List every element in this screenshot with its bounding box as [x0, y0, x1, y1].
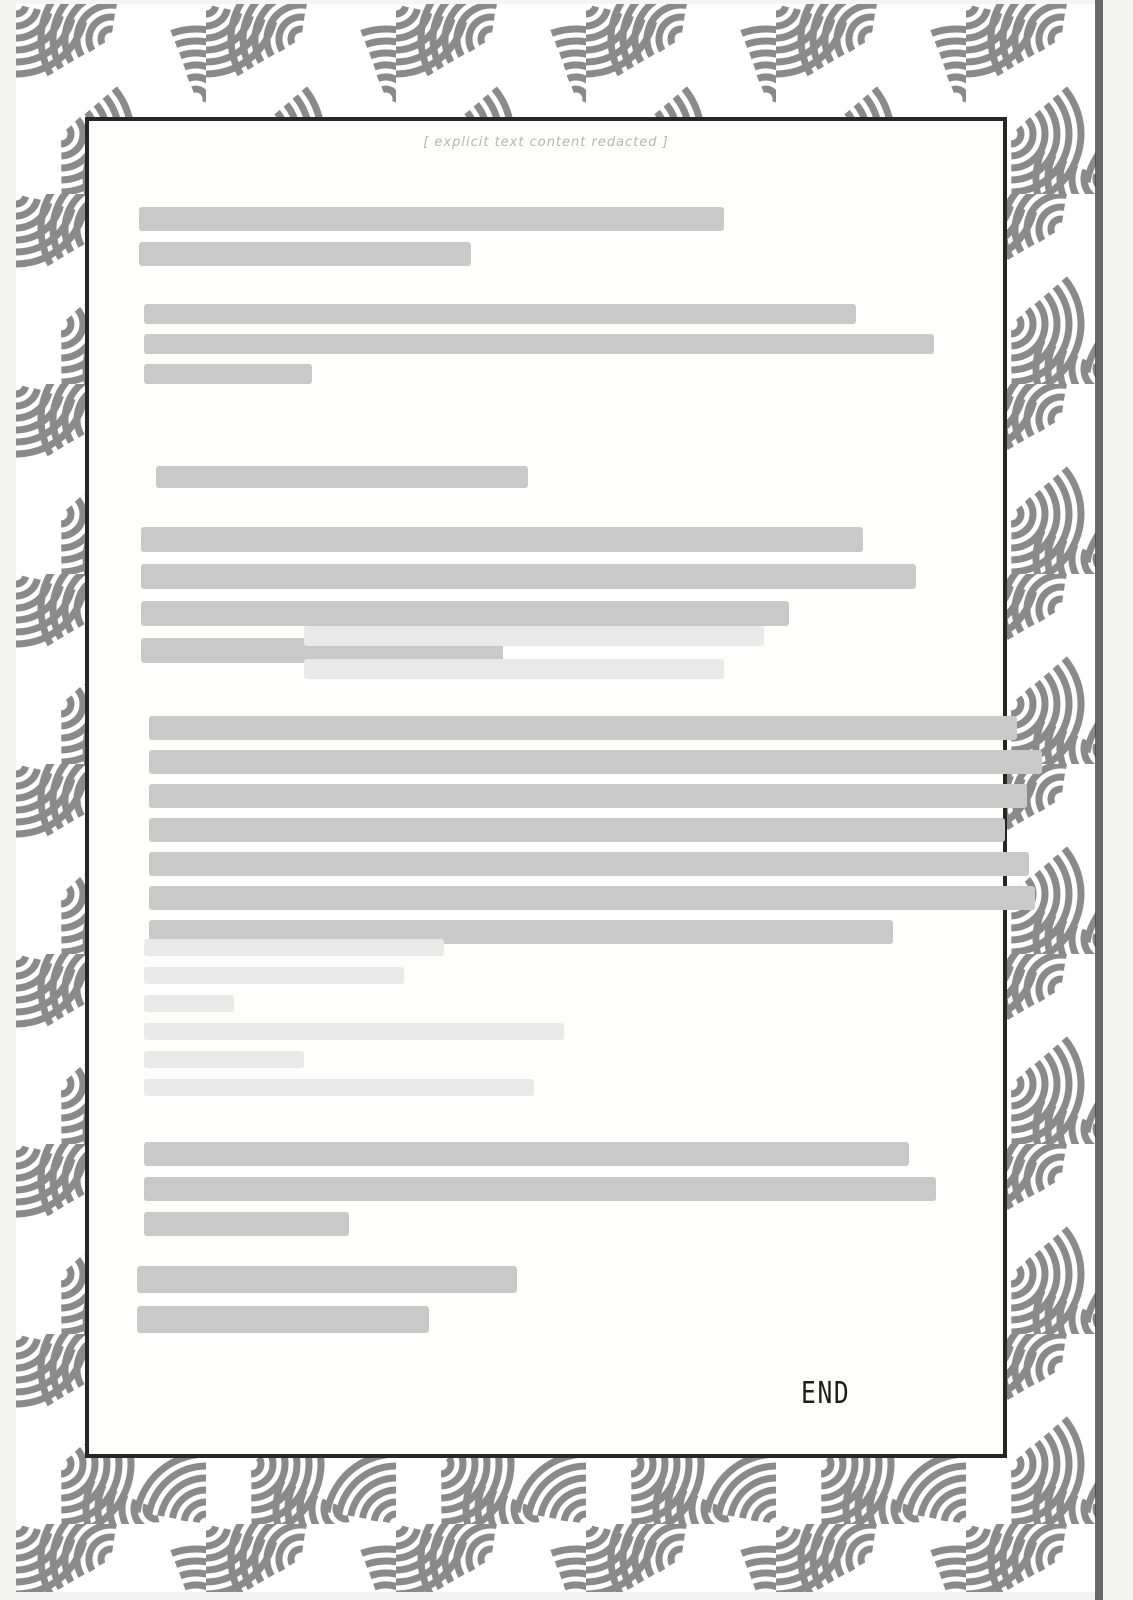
redacted-text-line: [149, 716, 1017, 740]
redacted-text-line: [144, 334, 934, 354]
redacted-text-line: [139, 207, 724, 231]
bleed-through-line: [304, 659, 724, 679]
redacted-text-line: [156, 466, 528, 488]
redacted-paragraph: [139, 207, 724, 277]
bleed-through-paragraph: [304, 626, 764, 692]
redacted-paragraph: [149, 716, 1042, 954]
redacted-text-line: [149, 886, 1035, 910]
redacted-paragraph: [144, 304, 934, 394]
bleed-through-line: [144, 939, 444, 956]
redacted-text-line: [137, 1306, 429, 1333]
redacted-text-line: [144, 1177, 936, 1201]
redacted-paragraph: [156, 466, 528, 488]
redacted-text-line: [141, 564, 916, 589]
redacted-text-line: [149, 818, 1005, 842]
redacted-text-line: [144, 364, 312, 384]
redacted-text-line: [149, 784, 1027, 808]
bleed-through-line: [144, 967, 404, 984]
bleed-through-line: [144, 995, 234, 1012]
redacted-text-line: [149, 852, 1029, 876]
redacted-text-line: [144, 1142, 909, 1166]
bleed-through-line: [304, 626, 764, 646]
redacted-text-line: [141, 601, 789, 626]
redacted-text-line: [149, 750, 1042, 774]
bleed-through-line: [144, 1023, 564, 1040]
bleed-through-line: [144, 1079, 534, 1096]
bleed-through-paragraph: [144, 939, 564, 1107]
redacted-text-line: [141, 527, 863, 552]
redacted-text-line: [144, 1212, 349, 1236]
end-label: END: [801, 1376, 851, 1411]
bleed-through-line: [144, 1051, 304, 1068]
redacted-text-line: [144, 304, 856, 324]
scan-page-edge-shadow: [1095, 0, 1103, 1600]
redaction-notice: [ explicit text content redacted ]: [423, 135, 669, 150]
content-panel: [85, 117, 1007, 1458]
redacted-text-line: [137, 1266, 517, 1293]
redacted-text-line: [139, 242, 471, 266]
redacted-paragraph: [144, 1142, 936, 1247]
redacted-paragraph: [137, 1266, 517, 1346]
